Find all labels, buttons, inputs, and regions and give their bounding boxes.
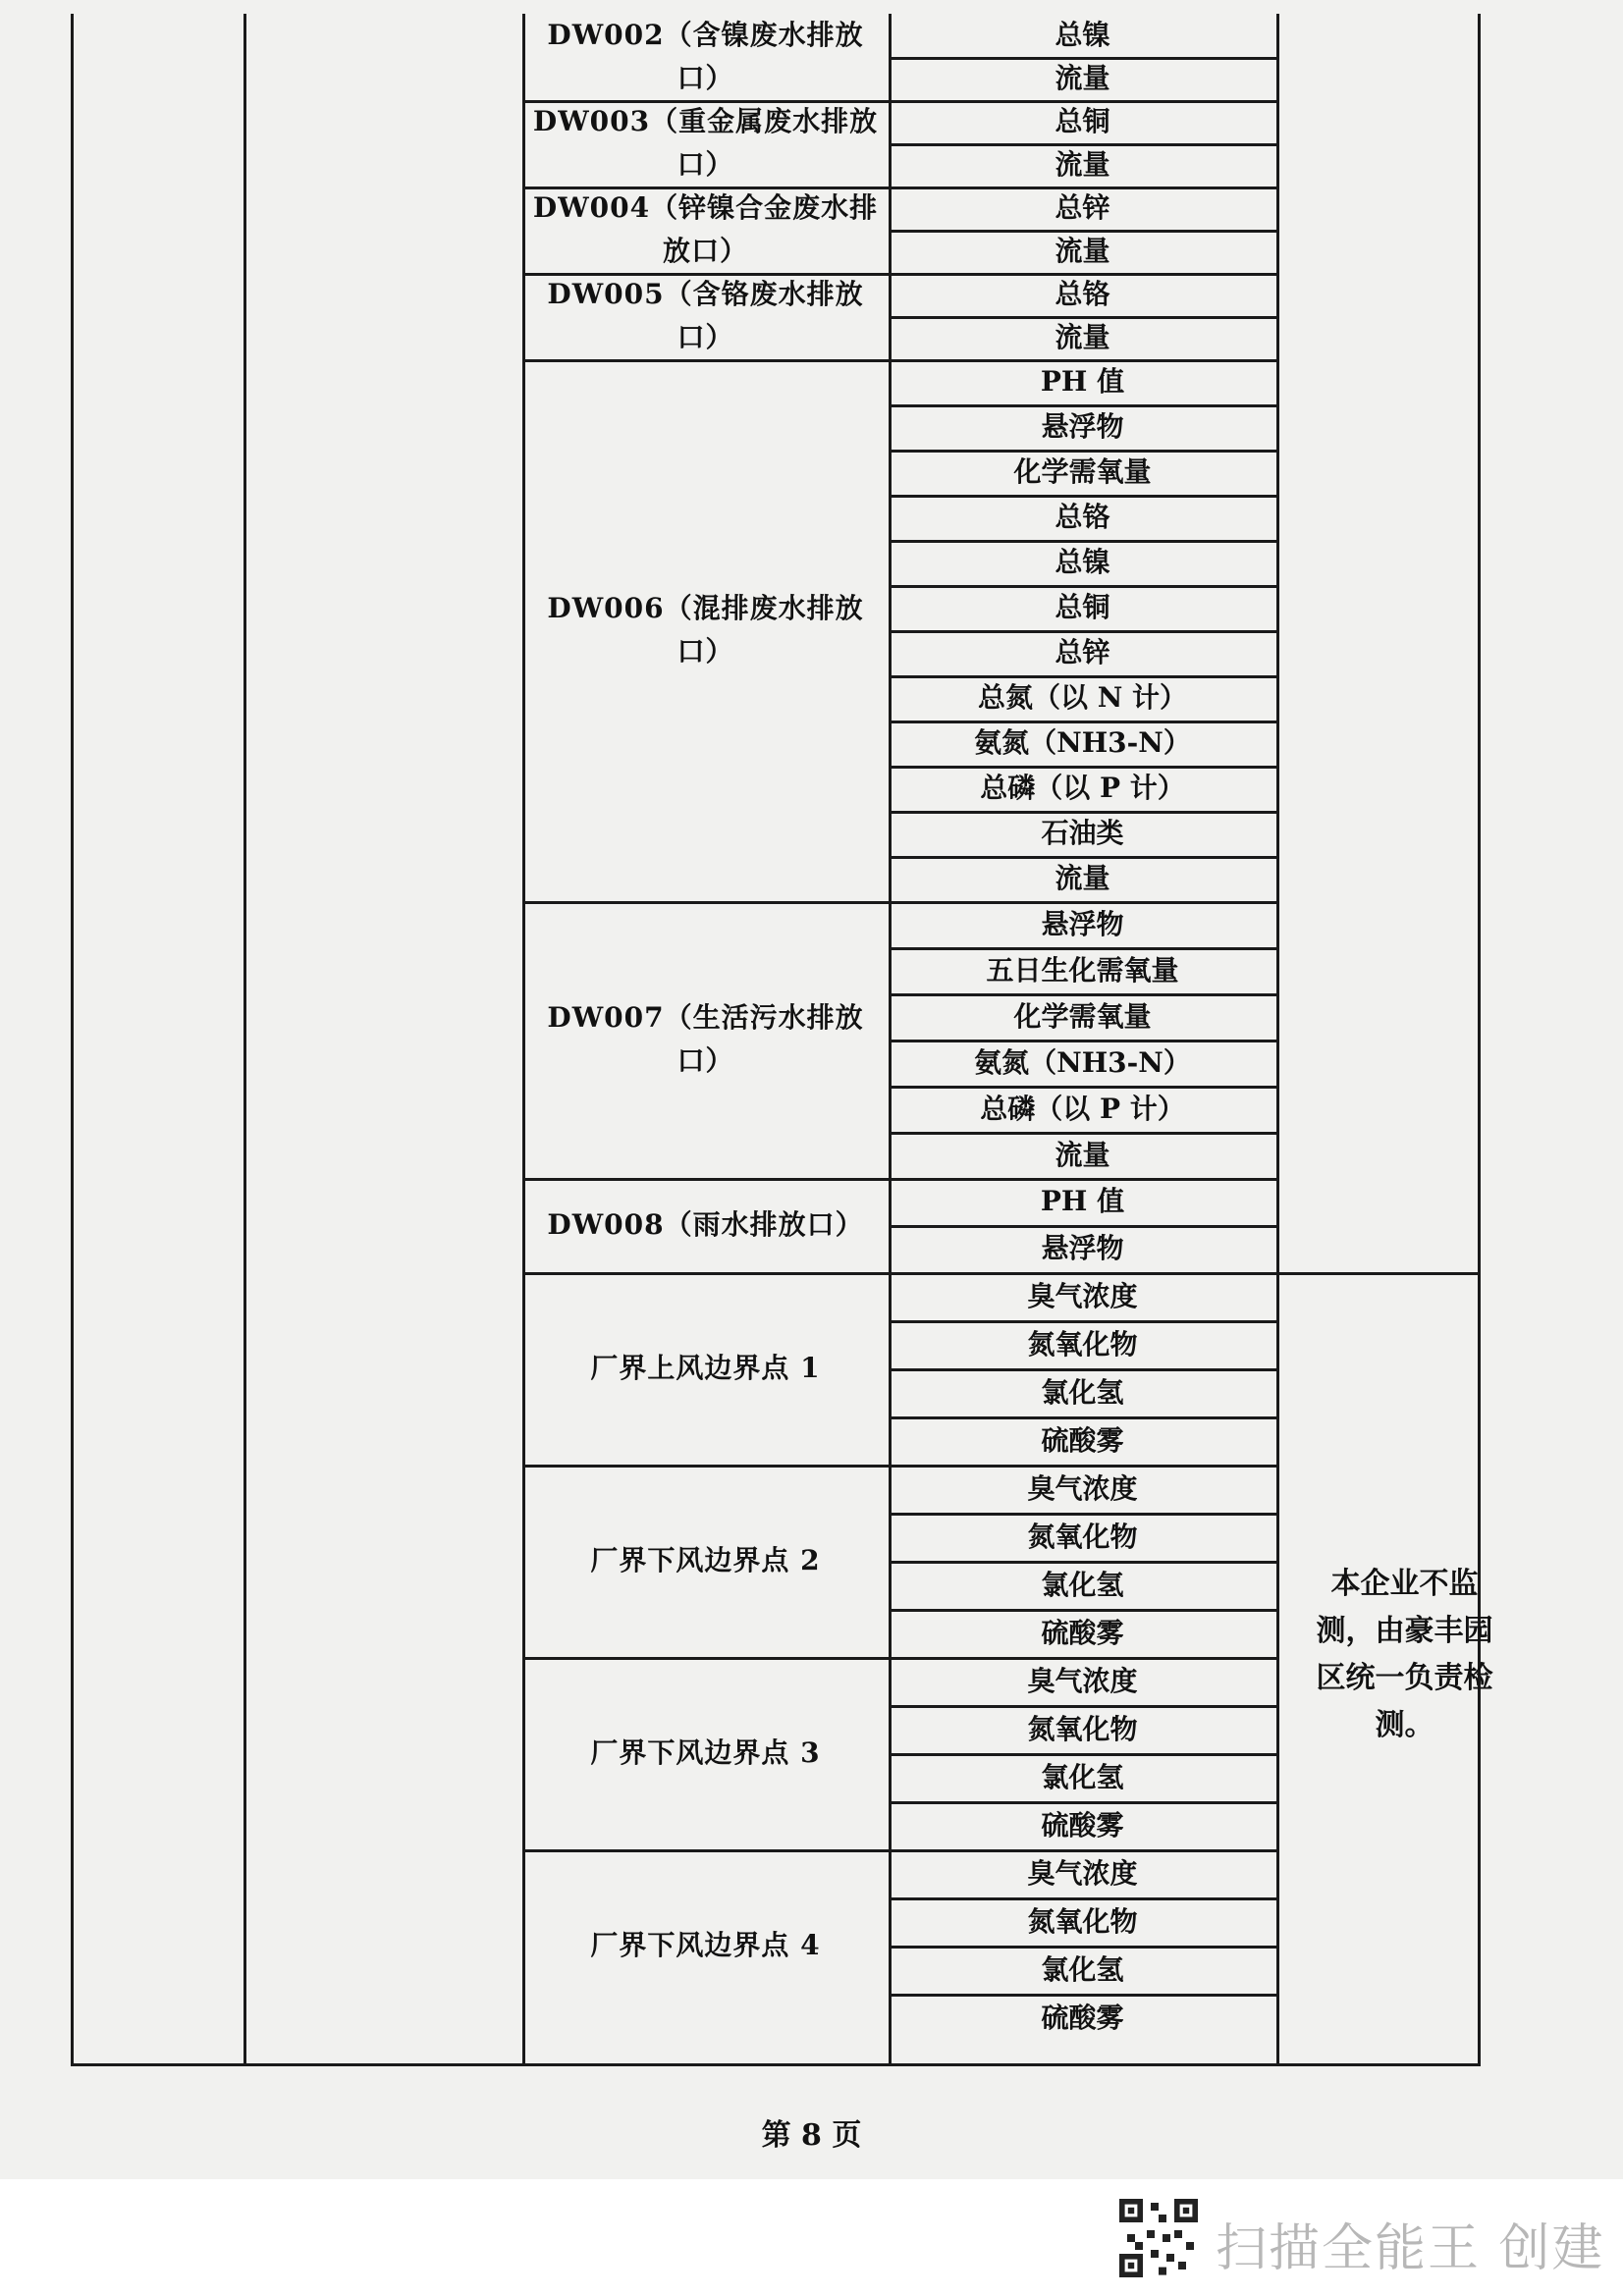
parameter-cell: 流量 [1055, 321, 1110, 353]
parameter-cell: 化学需氧量 [1013, 455, 1152, 488]
table-border [71, 2063, 1481, 2066]
outlet-cell: 厂界下风边界点 3 [590, 1736, 821, 1769]
parameter-cell: PH 值 [1040, 1185, 1125, 1217]
parameter-cell: 氮氧化物 [1027, 1904, 1138, 1938]
outlet-cell: DW008（雨水排放口） [547, 1208, 864, 1241]
qr-code-icon [1119, 2199, 1198, 2277]
parameter-cell: 氯化氢 [1041, 1375, 1124, 1409]
parameter-cell: 悬浮物 [1041, 907, 1124, 940]
parameter-cell: 悬浮物 [1041, 1232, 1124, 1264]
outlet-cell: DW005（含铬废水排放口） [547, 278, 864, 353]
parameter-cell: 硫酸雾 [1041, 2001, 1124, 2034]
parameter-cell: 总铜 [1055, 591, 1110, 623]
scanner-watermark: 扫描全能王 创建 [1216, 2219, 1605, 2278]
outlet-cell: DW007（生活污水排放口） [547, 1001, 864, 1077]
parameter-cell: 臭气浓度 [1027, 1664, 1138, 1697]
parameter-cell: 总镍 [1055, 19, 1110, 51]
parameter-cell: 悬浮物 [1041, 410, 1124, 443]
outlet-cell: 厂界下风边界点 4 [590, 1929, 821, 1961]
parameter-cell: 氯化氢 [1041, 1952, 1124, 1986]
outlet-cell: DW004（锌镍合金废水排放口） [532, 191, 879, 267]
parameter-cell: 流量 [1055, 235, 1110, 267]
page-number: 第 8 页 [761, 2118, 862, 2153]
parameter-cell: 流量 [1055, 148, 1110, 181]
note-divider [1276, 1272, 1481, 1275]
parameter-cell: 硫酸雾 [1041, 1616, 1124, 1649]
parameter-cell: 总氮（以 N 计） [977, 681, 1188, 714]
parameter-cell: 总锌 [1055, 191, 1110, 224]
parameter-cell: 五日生化需氧量 [986, 953, 1179, 987]
parameter-cell: 总铬 [1055, 501, 1110, 533]
parameter-cell: 化学需氧量 [1013, 999, 1152, 1033]
parameter-cell: 臭气浓度 [1027, 1279, 1138, 1312]
parameter-cell: 氨氮（NH3-N） [974, 1045, 1191, 1079]
outlet-cell: DW006（混排废水排放口） [547, 592, 864, 667]
table-border [243, 14, 246, 2063]
parameter-cell: 总磷（以 P 计） [980, 772, 1185, 804]
parameter-cell: 氯化氢 [1041, 1568, 1124, 1601]
parameter-cell: 臭气浓度 [1027, 1471, 1138, 1505]
outlet-cell: DW002（含镍废水排放口） [547, 19, 864, 94]
parameter-cell: 氮氧化物 [1027, 1520, 1138, 1553]
parameter-cell: 流量 [1055, 862, 1110, 894]
parameter-cell: 总镍 [1055, 546, 1110, 578]
parameter-cell: 硫酸雾 [1041, 1423, 1124, 1457]
parameter-cell: 氨氮（NH3-N） [974, 726, 1191, 759]
parameter-cell: PH 值 [1040, 365, 1125, 398]
outlet-cell: DW003（重金属废水排放口） [532, 105, 879, 181]
monitoring-note: 本企业不监测，由豪丰园区统一负责检测。 [1316, 1567, 1493, 1742]
parameter-cell: 总磷（以 P 计） [980, 1092, 1185, 1125]
parameter-cell: 总铜 [1055, 105, 1110, 137]
parameter-cell: 氯化氢 [1041, 1760, 1124, 1793]
parameter-cell: 流量 [1055, 1138, 1110, 1171]
table-border [1276, 14, 1279, 2063]
outlet-cell: 厂界上风边界点 1 [590, 1352, 821, 1384]
parameter-cell: 总铬 [1055, 278, 1110, 310]
parameter-cell: 流量 [1055, 62, 1110, 94]
table-border [1478, 14, 1481, 2063]
parameter-cell: 总锌 [1055, 636, 1110, 668]
parameter-cell: 硫酸雾 [1041, 1808, 1124, 1842]
parameter-cell: 臭气浓度 [1027, 1856, 1138, 1890]
parameter-cell: 氮氧化物 [1027, 1327, 1138, 1361]
parameter-cell: 石油类 [1041, 817, 1124, 849]
parameter-cell: 氮氧化物 [1027, 1712, 1138, 1745]
outlet-cell: 厂界下风边界点 2 [590, 1544, 821, 1576]
table-border [71, 14, 74, 2063]
